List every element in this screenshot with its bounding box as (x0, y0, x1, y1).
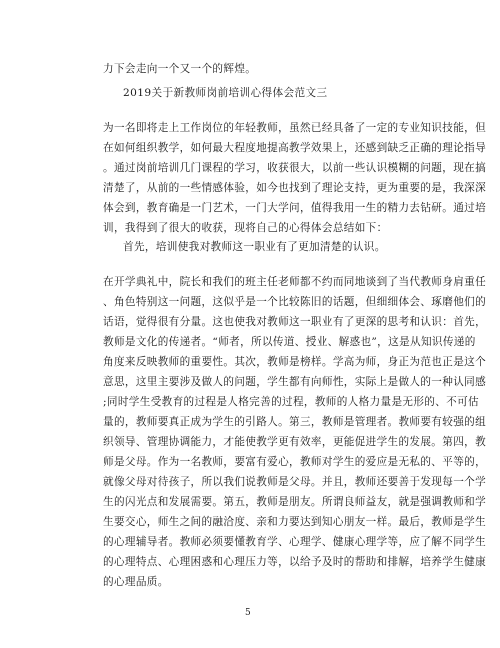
carryover-line: 力下会走向一个又一个的辉煌。 (103, 63, 257, 75)
paragraph-line: 师是父母。作为一名教师，要富有爱心，教师对学生的爱应是无私的、平等的， (103, 456, 487, 468)
paragraph-line: 的心理特点、心理困惑和心理压力等，以给予及时的帮助和排解，培养学生健康 (103, 556, 487, 568)
paragraph-first-point: 首先，培训使我对教师这一职业有了更加清楚的认识。 (123, 241, 386, 253)
paragraph-line: 在开学典礼中，院长和我们的班主任老师都不约而同地谈到了当代教师身肩重任 (103, 276, 487, 288)
paragraph-line: 织领导、管理协调能力，才能使教学更有效率，更能促进学生的发展。第四，教 (103, 436, 487, 448)
paragraph-line: 、角色特别这一问题，这似乎是一个比较陈旧的话题，但细细体会、琢磨他们的 (103, 296, 487, 308)
paragraph-line: 体会到，教育确是一门艺术，一门大学问，值得我用一生的精力去钻研。通过培 (103, 202, 487, 214)
paragraph-line: 清楚了，从前的一些情感体验，如今也找到了理论支持，更为重要的是，我深深 (103, 182, 487, 194)
paragraph-line: 就像父母对待孩子，所以我们说教师是父母。并且，教师还要善于发现每一个学 (103, 476, 487, 488)
paragraph-line: 意思，这里主要涉及做人的问题，学生都有向师性，实际上是做人的一种认同感 (103, 376, 487, 388)
paragraph-line: ;同时学生受教育的过程是人格完善的过程，教师的人格力量是无形的、不可估 (103, 396, 480, 408)
paragraph-line: 角度来反映教师的重要性。其次，教师是榜样。学高为师，身正为范也正是这个 (103, 356, 487, 368)
section-title: 2019关于新教师岗前培训心得体会范文三 (123, 87, 328, 99)
paragraph-line: 的心理品质。 (103, 576, 169, 588)
paragraph-line: 生的闪光点和发展需要。第五，教师是朋友。所谓良师益友，就是强调教师和学 (103, 496, 487, 508)
paragraph-line: 量的，教师要真正成为学生的引路人。第三，教师是管理者。教师要有较强的组 (103, 416, 487, 428)
paragraph-line: 教师是文化的传递者。“师者，所以传道、授业、解惑也”，这是从知识传递的 (103, 336, 476, 348)
page-number: 5 (245, 608, 251, 618)
paragraph-line: 话语，觉得很有分量。这也使我对教师这一职业有了更深的思考和认识：首先， (103, 316, 487, 328)
paragraph-line: 训，我得到了很大的收获，现将自己的心得体会总结如下： (103, 222, 388, 234)
paragraph-line: 的心理辅导者。教师必须要懂教育学、心理学、健康心理学等，应了解不同学生 (103, 536, 487, 548)
paragraph-line: 生要交心，师生之间的融洽度、亲和力要达到知心朋友一样。最后，教师是学生 (103, 516, 487, 528)
paragraph-line: 为一名即将走上工作岗位的年轻教师，虽然已经具备了一定的专业知识技能，但 (103, 122, 487, 134)
paragraph-line: 。通过岗前培训几门课程的学习，收获很大，以前一些认识模糊的问题，现在搞 (103, 162, 487, 174)
paragraph-line: 在如何组织教学，如何最大程度地提高教学效果上，还感到缺乏正确的理论指导 (103, 142, 487, 154)
